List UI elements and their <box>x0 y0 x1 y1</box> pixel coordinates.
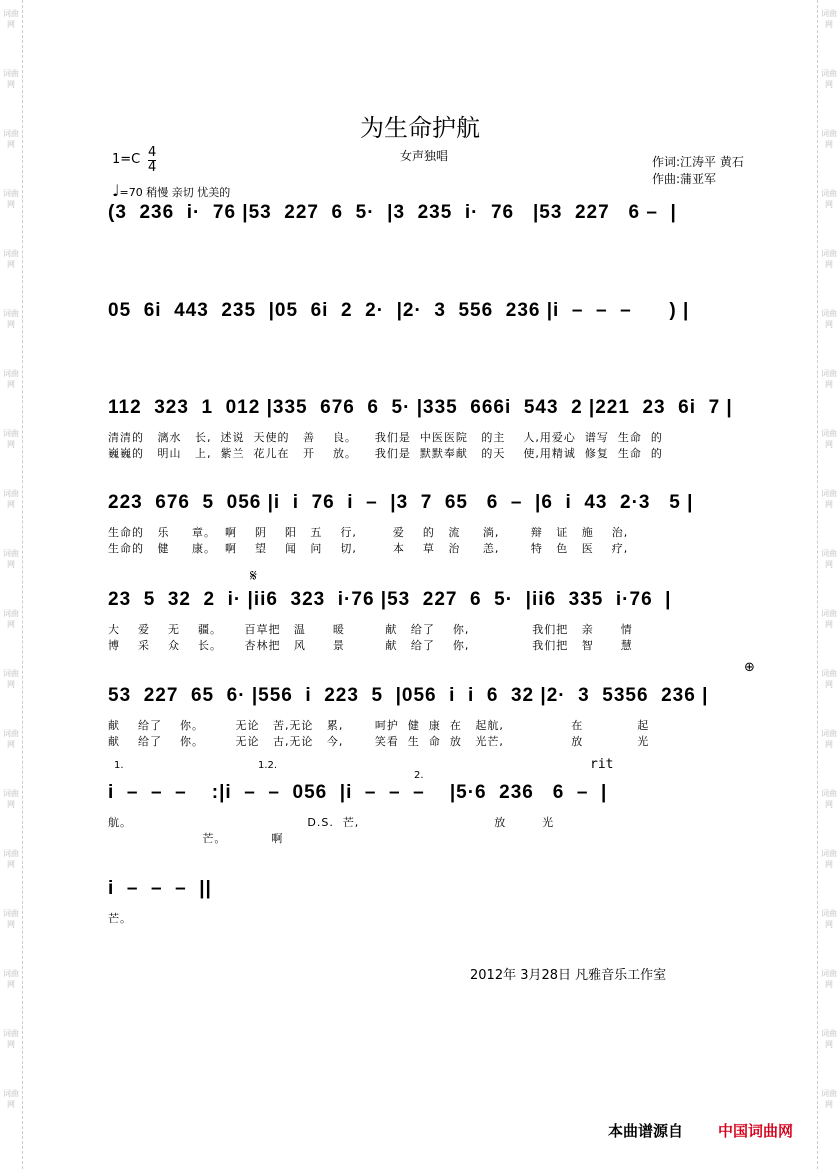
watermark-text: 词曲网 <box>3 369 19 389</box>
watermark-text: 词曲网 <box>3 549 19 569</box>
watermark-text: 词曲网 <box>3 849 19 869</box>
lyric-verse-2: 巍巍的 明山 上, 紫兰 花儿在 开 放。 我们是 默默奉献 的天 使,用精诚 修复 生命 的 <box>108 447 663 460</box>
song-title: 为生命护航 <box>360 114 480 142</box>
watermark-text: 词曲网 <box>821 849 837 869</box>
watermark-text: 词曲网 <box>821 1029 837 1049</box>
right-margin-strip <box>817 0 840 1169</box>
watermark-text: 词曲网 <box>3 729 19 749</box>
quarter-note-icon: ♩ <box>112 181 120 200</box>
watermark-text: 词曲网 <box>3 1029 19 1049</box>
watermark-text: 词曲网 <box>3 909 19 929</box>
ritardando-mark: rit <box>590 757 614 772</box>
watermark-text: 词曲网 <box>821 549 837 569</box>
volta-first-ending: 1. <box>114 760 124 771</box>
watermark-text: 词曲网 <box>3 669 19 689</box>
volta-first-second-ending: 1.2. <box>258 760 278 771</box>
lyricist-credit: 作词:江涛平 黄石 <box>652 155 744 169</box>
time-signature-bottom: 4 <box>148 160 157 175</box>
watermark-text: 词曲网 <box>821 9 837 29</box>
notation-line: i – – – :|i – – 056 |i – – – |5·6 236 6 – | <box>108 782 608 803</box>
watermark-text: 词曲网 <box>3 309 19 329</box>
watermark-text: 词曲网 <box>821 969 837 989</box>
source-site-link[interactable]: 中国词曲网 <box>718 1122 794 1140</box>
watermark-text: 词曲网 <box>821 669 837 689</box>
notation-line: 05 6i 443 235 |05 6i 2 2· |2· 3 556 236 |i – – – ) | <box>108 300 690 321</box>
watermark-text: 词曲网 <box>3 429 19 449</box>
song-subtitle: 女声独唱 <box>400 149 449 163</box>
watermark-text: 词曲网 <box>821 429 837 449</box>
watermark-text: 词曲网 <box>821 129 837 149</box>
volta-second-ending: 2. <box>414 770 424 781</box>
watermark-text: 词曲网 <box>3 69 19 89</box>
time-signature <box>148 146 156 175</box>
composer-credit: 作曲:蒲亚军 <box>652 172 717 186</box>
lyric-verse-1: 大 爱 无 疆。 百草把 温 暖 献 给了 你, 我们把 亲 情 <box>108 623 633 636</box>
left-margin-strip <box>0 0 23 1169</box>
watermark-text: 词曲网 <box>821 69 837 89</box>
lyric-verse-2: 献 给了 你。 无论 古,无论 今, 笑看 生 命 放 光芒, 放 光 <box>108 735 650 748</box>
tempo-marking <box>112 181 230 200</box>
watermark-text: 词曲网 <box>821 489 837 509</box>
watermark-text: 词曲网 <box>3 1089 19 1109</box>
watermark-text: 词曲网 <box>3 249 19 269</box>
watermark-text: 词曲网 <box>3 189 19 209</box>
watermark-text: 词曲网 <box>821 249 837 269</box>
notation-line: 23 5 32 2 i· |ii6 323 i·76 |53 227 6 5· |ii6 335 i·76 | <box>108 589 672 610</box>
lyric-verse-1: 航。 D.S. 芒, 放 光 <box>108 816 555 829</box>
watermark-text: 词曲网 <box>821 309 837 329</box>
watermark-text: 词曲网 <box>3 489 19 509</box>
lyric-verse-1: 芒。 <box>108 912 132 925</box>
lyric-verse-1: 生命的 乐 章。 啊 阴 阳 五 行, 爱 的 流 淌, 辩 证 施 治, <box>108 526 629 539</box>
watermark-text: 词曲网 <box>3 609 19 629</box>
notation-line: 223 676 5 056 |i i 76 i – |3 7 65 6 – |6 i 43 2·3 5 | <box>108 492 694 513</box>
watermark-text: 词曲网 <box>3 789 19 809</box>
watermark-text: 词曲网 <box>821 909 837 929</box>
watermark-text: 词曲网 <box>821 1089 837 1109</box>
coda-icon: ⊕ <box>744 660 755 675</box>
watermark-text: 词曲网 <box>3 9 19 29</box>
time-signature-top: 4 <box>148 145 157 160</box>
watermark-text: 词曲网 <box>821 189 837 209</box>
segno-icon: 𝄋 <box>250 566 257 585</box>
lyric-verse-2: 博 采 众 长。 杏林把 风 景 献 给了 你, 我们把 智 慧 <box>108 639 633 652</box>
watermark-text: 词曲网 <box>3 969 19 989</box>
watermark-text: 词曲网 <box>821 609 837 629</box>
watermark-text: 词曲网 <box>3 129 19 149</box>
notation-line: (3 236 i· 76 |53 227 6 5· |3 235 i· 76 |53 227 6 – | <box>108 202 677 223</box>
lyric-verse-2: 芒。 啊 <box>108 832 284 845</box>
watermark-text: 词曲网 <box>821 369 837 389</box>
notation-line: 112 323 1 012 |335 676 6 5· |335 666i 543 2 |221 23 6i 7 | <box>108 397 733 418</box>
date-studio-line: 2012年 3月28日 凡雅音乐工作室 <box>470 968 667 983</box>
notation-line: i – – – || <box>108 878 212 899</box>
watermark-text: 词曲网 <box>821 729 837 749</box>
lyric-verse-1: 清清的 漓水 长, 述说 天使的 善 良。 我们是 中医医院 的主 人,用爱心 谱写 生命 的 <box>108 431 663 444</box>
watermark-text: 词曲网 <box>821 789 837 809</box>
lyric-verse-2: 生命的 健 康。 啊 望 闻 问 切, 本 草 治 恙, 特 色 医 疗, <box>108 542 629 555</box>
notation-line: 53 227 65 6· |556 i 223 5 |056 i i 6 32 |2· 3 5356 236 | <box>108 685 709 706</box>
tempo-text: =70 稍慢 亲切 忧美的 <box>119 186 231 199</box>
source-label: 本曲谱源自 <box>608 1122 684 1140</box>
lyric-verse-1: 献 给了 你。 无论 苦,无论 累, 呵护 健 康 在 起航, 在 起 <box>108 719 650 732</box>
key-signature: 1=C <box>112 152 141 167</box>
